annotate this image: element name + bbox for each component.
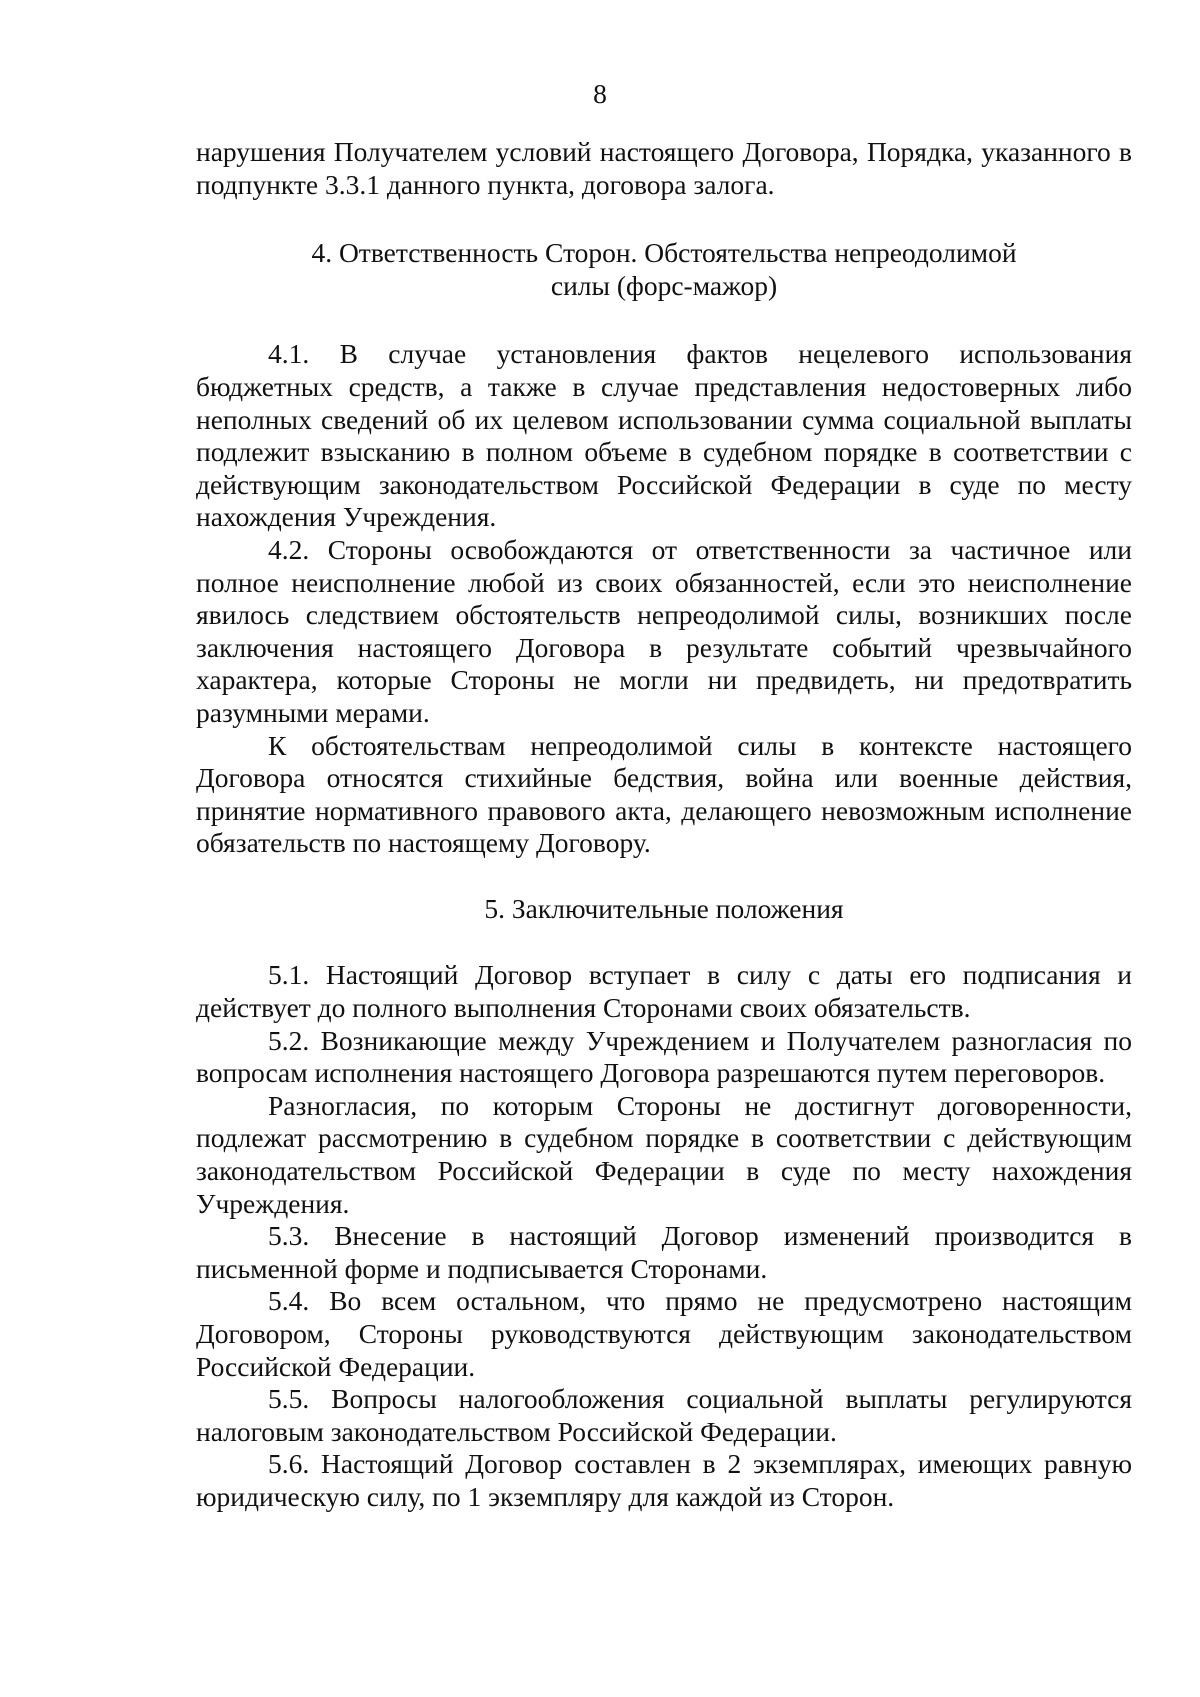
- page-number: 8: [593, 78, 607, 109]
- clause-4-1: 4.1. В случае установления фактов нецелевого использования бюджетных средств, а также в случае представления недостоверных либо неполных сведений об их целевом использовании сумма социальной выплаты подлежит взысканию в полном объеме в судебном порядке в соответствии с действующим законодательством Российской Федерации в суде по месту нахождения Учреждения.: [196, 338, 1132, 533]
- section-5-heading: 5. Заключительные положения: [484, 892, 844, 924]
- clause-5-2: 5.2. Возникающие между Учреждением и Получателем разногласия по вопросам исполнения настоящего Договора разрешаются путем переговоров.: [196, 1024, 1132, 1089]
- intro-paragraph: нарушения Получателем условий настоящего Договора, Порядка, указанного в подпункте 3.3.1 данного пункта, договора залога.: [196, 136, 1132, 200]
- disputes-paragraph: Разногласия, по которым Стороны не достигнут договоренности, подлежат рассмотрению в судебном порядке в соответствии с действующим законодательством Российской Федерации в суде по месту нахождения Учреждения.: [196, 1089, 1132, 1219]
- clause-5-3: 5.3. Внесение в настоящий Договор изменений производится в письменной форме и подписывается Сторонами.: [196, 1220, 1132, 1284]
- clause-5-1: 5.1. Настоящий Договор вступает в силу с даты его подписания и действует до полного выполнения Сторонами своих обязательств.: [196, 959, 1132, 1024]
- clause-5-6: 5.6. Настоящий Договор составлен в 2 экземплярах, имеющих равную юридическую силу, по 1 экземпляру для каждой из Сторон.: [196, 1448, 1132, 1512]
- document-body: [196, 136, 1132, 1514]
- clause-5-4: 5.4. Во всем остальном, что прямо не предусмотрено настоящим Договором, Стороны руководствуются действующим законодательством Российской Федерации.: [196, 1285, 1132, 1382]
- clause-4-2: 4.2. Стороны освобождаются от ответственности за частичное или полное неисполнение любой из своих обязанностей, если это неисполнение явилось следствием обстоятельств непреодолимой силы, возникших после заключения настоящего Договора в результате событий чрезвычайного характера, которые Стороны не могли ни предвидеть, ни предотвратить разумными мерами.: [196, 533, 1132, 728]
- clause-5-5: 5.5. Вопросы налогообложения социальной выплаты регулируются налоговым законодательством Российской Федерации.: [196, 1383, 1132, 1447]
- section-4-heading: 4. Ответственность Сторон. Обстоятельства непреодолимой силы (форс-мажор): [311, 237, 1017, 301]
- force-majeure-paragraph: К обстоятельствам непреодолимой силы в контексте настоящего Договора относятся стихийные бедствия, война или военные действия, принятие нормативного правового акта, делающего невозможным исполнение обязательств по настоящему Договору.: [196, 729, 1132, 859]
